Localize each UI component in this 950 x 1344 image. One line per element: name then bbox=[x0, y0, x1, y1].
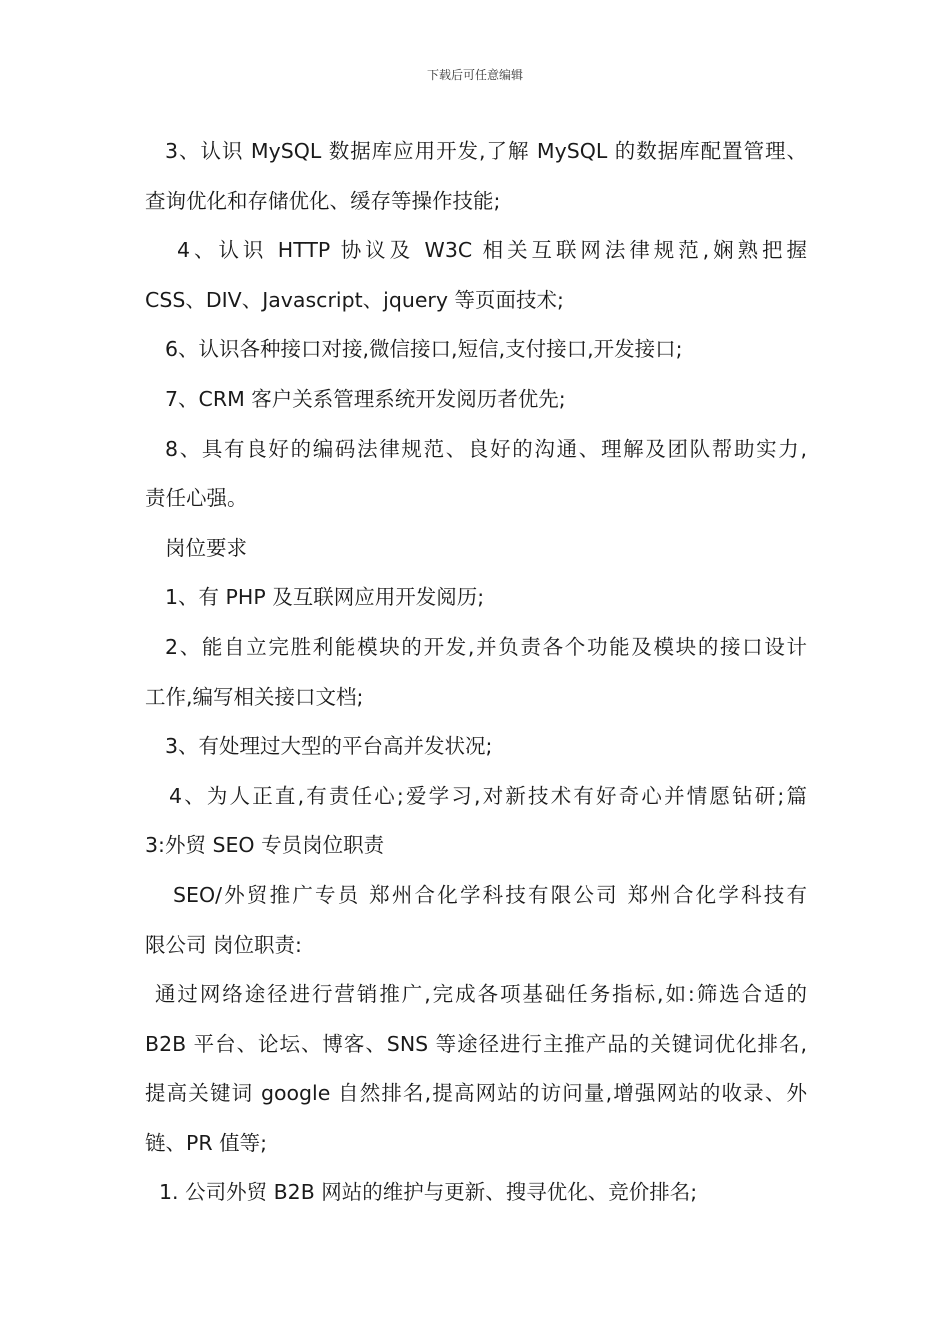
paragraph-line: 链、PR 值等; bbox=[145, 1130, 268, 1155]
paragraph-line: 限公司 岗位职责: bbox=[145, 932, 302, 957]
paragraph-line: 3、认识 MySQL 数据库应用开发,了解 MySQL 的数据库配置管理、 bbox=[165, 139, 807, 163]
paragraph-line: 查询优化和存储优化、缓存等操作技能; bbox=[145, 188, 501, 213]
paragraph-line: 6、认识各种接口对接,微信接口,短信,支付接口,开发接口; bbox=[165, 337, 683, 362]
paragraph-line: 工作,编写相关接口文档; bbox=[145, 684, 364, 709]
document-body bbox=[145, 127, 807, 1218]
paragraph-line: 7、CRM 客户关系管理系统开发阅历者优先; bbox=[165, 386, 566, 411]
paragraph-line: 1、有 PHP 及互联网应用开发阅历; bbox=[165, 585, 485, 610]
paragraph-line: 3、有处理过大型的平台高并发状况; bbox=[165, 734, 493, 759]
paragraph-line: 8、具有良好的编码法律规范、良好的沟通、理解及团队帮助实力, bbox=[165, 436, 807, 461]
paragraph-line: CSS、DIV、Javascript、jquery 等页面技术; bbox=[145, 287, 564, 312]
paragraph-line: 责任心强。 bbox=[145, 486, 248, 511]
paragraph-line: 通过网络途径进行营销推广,完成各项基础任务指标,如:筛选合适的 bbox=[155, 982, 807, 1007]
section-heading: 岗位要求 bbox=[165, 535, 247, 560]
paragraph-line: 4、为人正直,有责任心;爱学习,对新技术有好奇心并情愿钻研;篇 bbox=[169, 783, 807, 808]
paragraph-line: B2B 平台、论坛、博客、SNS 等途径进行主推产品的关键词优化排名, bbox=[145, 1031, 807, 1056]
paragraph-line: 4、认识 HTTP 协议及 W3C 相关互联网法律规范,娴熟把握 bbox=[177, 238, 807, 263]
paragraph-line: 2、能自立完胜利能模块的开发,并负责各个功能及模块的接口设计 bbox=[165, 634, 807, 659]
paragraph-line: SEO/外贸推广专员 郑州合化学科技有限公司 郑州合化学科技有 bbox=[173, 882, 807, 907]
paragraph-line: 1. 公司外贸 B2B 网站的维护与更新、搜寻优化、竞价排名; bbox=[159, 1180, 698, 1205]
page-header: 下载后可任意编辑 bbox=[426, 68, 523, 82]
paragraph-line: 提高关键词 google 自然排名,提高网站的访问量,增强网站的收录、外 bbox=[145, 1081, 807, 1106]
paragraph-line: 3:外贸 SEO 专员岗位职责 bbox=[145, 833, 385, 858]
